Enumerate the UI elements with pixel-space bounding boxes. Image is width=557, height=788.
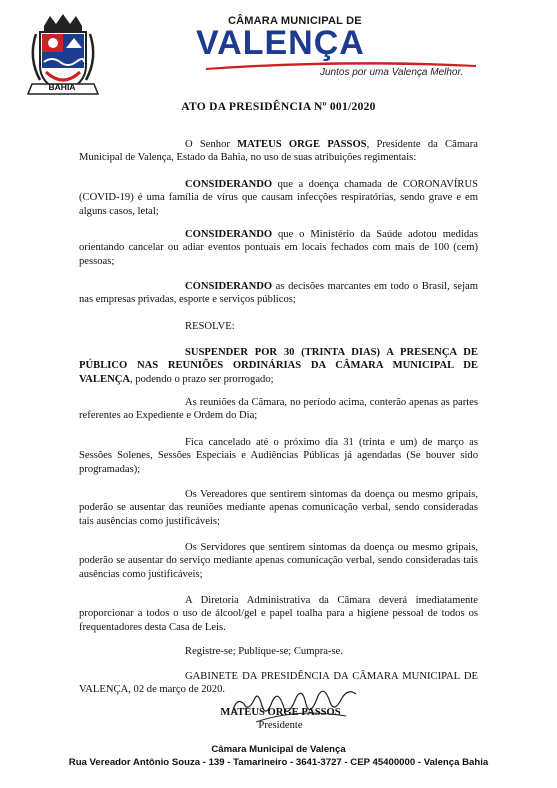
footer-org: Câmara Municipal de Valença bbox=[211, 744, 346, 755]
paragraph-registre: Registre-se; Publique-se; Cumpra-se. bbox=[185, 646, 343, 657]
paragraph-servidores: Os Servidores que sentirem sintomas da doença ou mesmo gripais, poderão se ausentar do serviço mediante apenas comunicação verbal, sendo consideradas tais ausências como justificáveis; bbox=[79, 542, 478, 580]
paragraph-resolve: RESOLVE: bbox=[185, 321, 235, 332]
paragraph-gabinete: GABINETE DA PRESIDÊNCIA DA CÂMARA MUNICIPAL DE VALENÇA, 02 de março de 2020. bbox=[79, 671, 478, 696]
paragraph-reunioes: As reuniões da Câmara, no período acima, conterão apenas as partes referentes ao Expediente e Ordem do Dia; bbox=[79, 397, 478, 422]
paragraph-considerando-3: CONSIDERANDO as decisões marcantes em todo o Brasil, sejam nas empresas privadas, esporte e serviços públicos; bbox=[79, 281, 478, 306]
paragraph-preamble: O Senhor MATEUS ORGE PASSOS, Presidente da Câmara Municipal de Valença, Estado da Bahia, no uso de suas atribuições regimentais: bbox=[79, 139, 478, 164]
signer-name: MATEUS ORGE PASSOS bbox=[220, 707, 341, 718]
slogan: Juntos por uma Valença Melhor. bbox=[320, 67, 464, 78]
signature-block bbox=[0, 706, 557, 732]
org-name-top: CÂMARA MUNICIPAL DE bbox=[228, 15, 362, 27]
paragraph-considerando-1: CONSIDERANDO que a doença chamada de CORONAVÍRUS (COVID-19) é uma família de vírus que causam infecções respiratórias, sendo grave e em alguns casos, letal; bbox=[79, 179, 478, 217]
paragraph-diretoria: A Diretoria Administrativa da Câmara deverá imediatamente proporcionar a todos o uso de álcool/gel e papel toalha para a higiene pessoal de todos os frequentadores desta Casa de Leis. bbox=[79, 595, 478, 633]
paragraph-suspender: SUSPENDER POR 30 (TRINTA DIAS) A PRESENÇA DE PÚBLICO NAS REUNIÕES ORDINÁRIAS DA CÂMARA MUNICIPAL DE VALENÇA, podendo o prazo ser prorrogado; bbox=[79, 347, 478, 385]
page-title: ATO DA PRESIDÊNCIA Nº 001/2020 bbox=[181, 101, 376, 113]
city-logotype: VALENÇA bbox=[196, 24, 365, 62]
paragraph-cancelado: Fica cancelado até o próximo dia 31 (trinta e um) de março as Sessões Solenes, Sessões Especiais e Audiências Públicas já agendadas (Se houver sido programadas); bbox=[79, 437, 478, 475]
crest-label: BAHIA bbox=[48, 82, 76, 92]
paragraph-vereadores: Os Vereadores que sentirem sintomas da doença ou mesmo gripais, poderão se ausentar das reuniões mediante apenas comunicação verbal, sendo consideradas tais ausências como justificáveis; bbox=[79, 489, 478, 527]
paragraph-considerando-2: CONSIDERANDO que o Ministério da Saúde adotou medidas orientando cancelar ou adiar eventos pontuais em locais fechados com mais de 100 (cem) pessoas; bbox=[79, 229, 478, 267]
footer-address: Rua Vereador Antônio Souza - 139 - Tamarineiro - 3641-3727 - CEP 45400000 - Valença Bahia bbox=[68, 757, 489, 768]
signer-role: Presidente bbox=[258, 720, 303, 731]
